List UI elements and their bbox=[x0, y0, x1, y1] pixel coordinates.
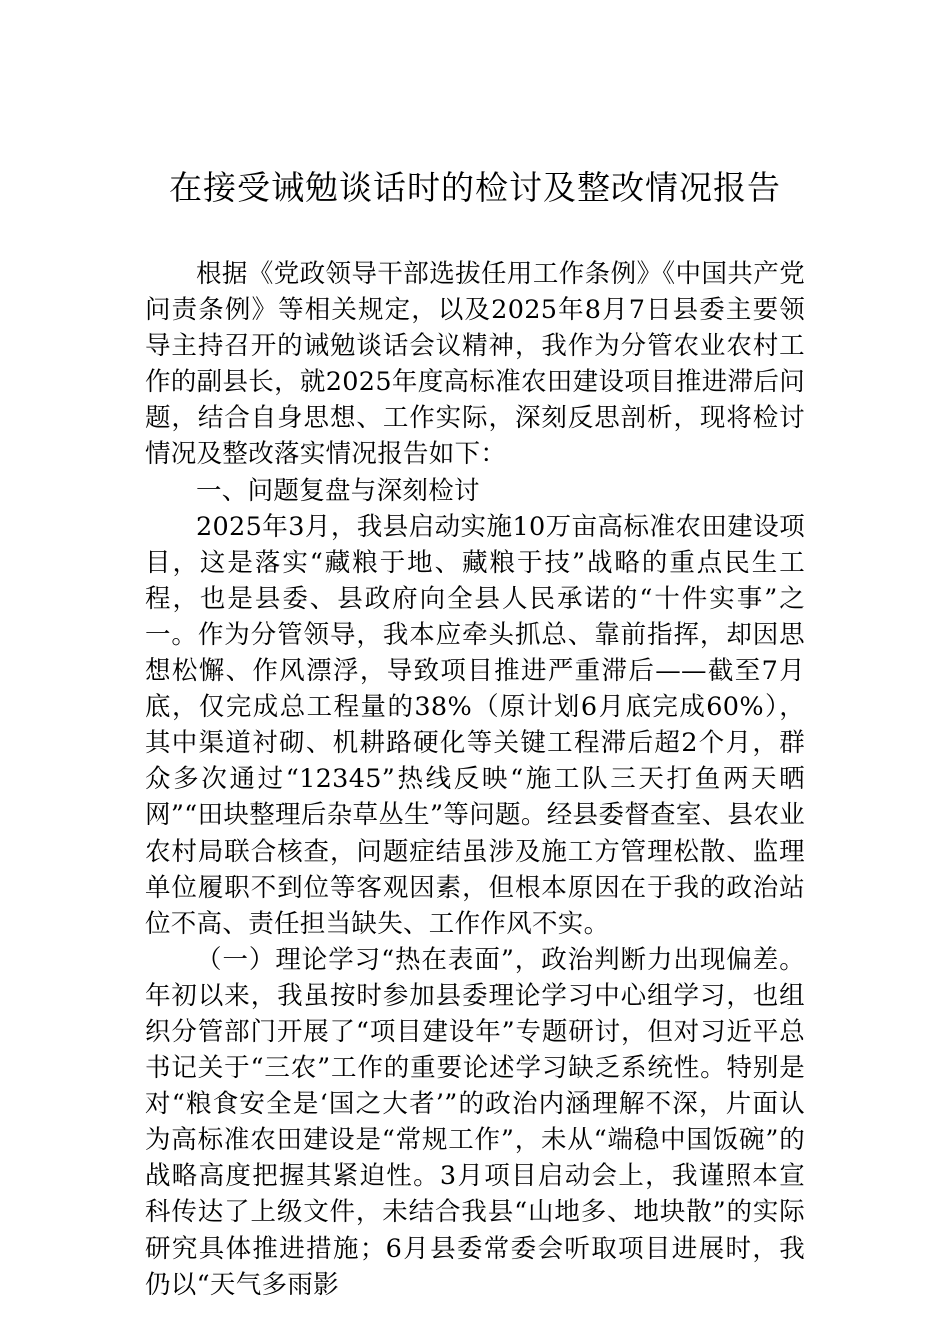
subsection-paragraph: （一）理论学习“热在表面”，政治判断力出现偏差。年初以来，我虽按时参加县委理论学习中心组学习，也组织分管部门开展了“项目建设年”专题研讨，但对习近平总书记关于“三农”工作的重要论述学习缺乏系统性。特别是对“粮食安全是‘国之大者’”的政治内涵理解不深，片面认为高标准农田建设是“常规工作”，未从“端稳中国饭碗”的战略高度把握其紧迫性。3月项目启动会上，我谨照本宣科传达了上级文件，未结合我县“山地多、地块散”的实际研究具体推进措施；6月县委常委会听取项目进展时，我仍以“天气多雨影 bbox=[145, 944, 805, 1300]
intro-paragraph: 根据《党政领导干部选拔任用工作条例》《中国共产党问责条例》等相关规定，以及2025年8月7日县委主要领导主持召开的诫勉谈话会议精神，我作为分管农业农村工作的副县长，就2025年度高标准农田建设项目推进滞后问题，结合自身思想、工作实际，深刻反思剖析，现将检讨情况及整改落实情况报告如下： bbox=[145, 259, 805, 470]
document-title: 在接受诫勉谈话时的检讨及整改情况报告 bbox=[169, 168, 781, 207]
body-paragraph: 2025年3月，我县启动实施10万亩高标准农田建设项目，这是落实“藏粮于地、藏粮于技”战略的重点民生工程，也是县委、县政府向全县人民承诺的“十件实事”之一。作为分管领导，我本应牵头抓总、靠前指挥，却因思想松懈、作风漂浮，导致项目推进严重滞后——截至7月底，仅完成总工程量的38%（原计划6月底完成60%），其中渠道衬砌、机耕路硬化等关键工程滞后超2个月，群众多次通过“12345”热线反映“施工队三天打鱼两天晒网”“田块整理后杂草丛生”等问题。经县委督查室、县农业农村局联合核查，问题症结虽涉及施工方管理松散、监理单位履职不到位等客观因素，但根本原因在于我的政治站位不高、责任担当缺失、工作作风不实。 bbox=[145, 511, 805, 939]
section-heading: 一、问题复盘与深刻检讨 bbox=[196, 475, 480, 506]
document-body bbox=[145, 256, 805, 1303]
